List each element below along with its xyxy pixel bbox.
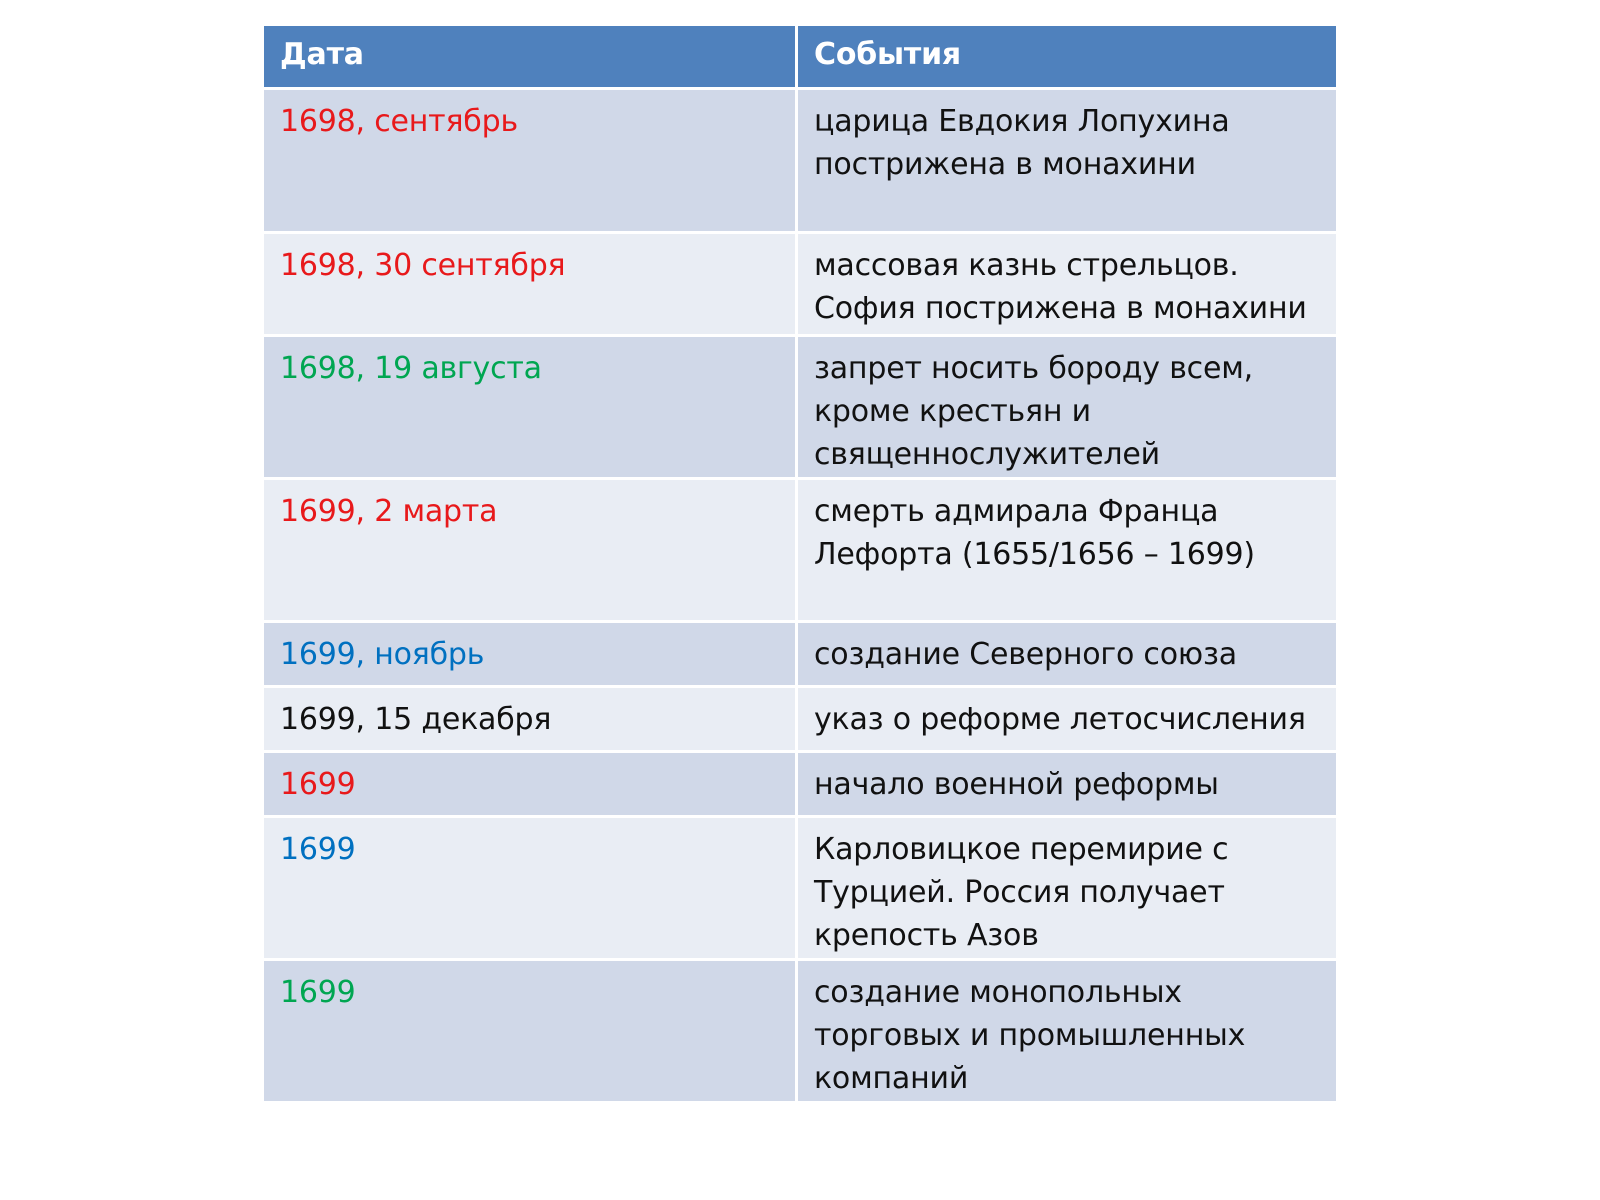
row-event: царица Евдокия Лопухина пострижена в монахини	[798, 90, 1336, 231]
row-date: 1699	[264, 961, 798, 1101]
events-table	[264, 26, 1336, 1101]
row-event: запрет носить бороду всем, кроме крестьян и священнослужителей	[798, 337, 1336, 477]
row-event: начало военной реформы	[798, 753, 1336, 815]
row-date: 1699	[264, 753, 798, 815]
row-date: 1698, 30 сентября	[264, 234, 798, 334]
row-event: создание монопольных торговых и промышленных компаний	[798, 961, 1336, 1101]
row-event: создание Северного союза	[798, 623, 1336, 685]
row-date: 1698, 19 августа	[264, 337, 798, 477]
row-date: 1699, 15 декабря	[264, 688, 798, 750]
header-date: Дата	[264, 26, 798, 87]
row-event: указ о реформе летосчисления	[798, 688, 1336, 750]
row-date: 1699	[264, 818, 798, 958]
row-event: смерть адмирала Франца Лефорта (1655/1656 – 1699)	[798, 480, 1336, 620]
header-events: События	[798, 26, 1336, 87]
row-event: массовая казнь стрельцов. София пострижена в монахини	[798, 234, 1336, 334]
row-event: Карловицкое перемирие с Турцией. Россия получает крепость Азов	[798, 818, 1336, 958]
row-date: 1699, 2 марта	[264, 480, 798, 620]
row-date: 1698, сентябрь	[264, 90, 798, 231]
row-date: 1699, ноябрь	[264, 623, 798, 685]
